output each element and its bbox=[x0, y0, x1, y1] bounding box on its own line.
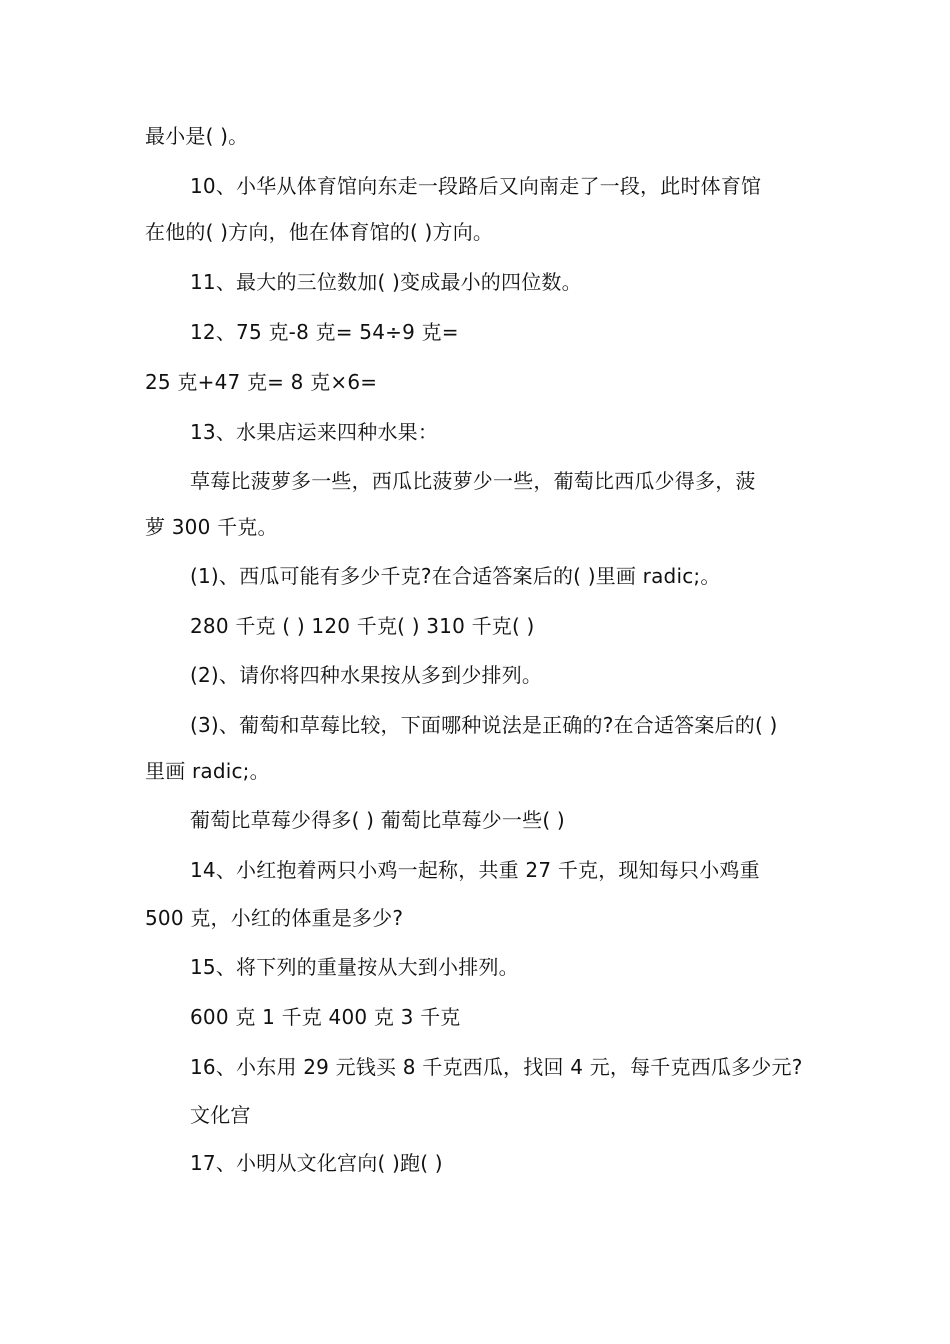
text-line: 在他的( )方向，他在体育馆的( )方向。 bbox=[145, 220, 494, 244]
text-line: 500 克，小红的体重是多少? bbox=[145, 906, 404, 930]
question-10: 10、小华从体育馆向东走一段路后又向南走了一段，此时体育馆 bbox=[190, 174, 762, 198]
answer-options: 280 千克 ( ) 120 千克( ) 310 千克( ) bbox=[190, 614, 535, 638]
text-line: 文化宫 bbox=[190, 1103, 251, 1127]
question-14: 14、小红抱着两只小鸡一起称，共重 27 千克，现知每只小鸡重 bbox=[190, 858, 760, 882]
question-11: 11、最大的三位数加( )变成最小的四位数。 bbox=[190, 270, 582, 294]
text-line: 里画 radic;。 bbox=[145, 759, 270, 783]
text-line: 25 克+47 克= 8 克×6= bbox=[145, 370, 378, 394]
question-15: 15、将下列的重量按从大到小排列。 bbox=[190, 955, 519, 979]
sub-question-2: (2)、请你将四种水果按从多到少排列。 bbox=[190, 663, 543, 687]
text-line: 萝 300 千克。 bbox=[145, 515, 278, 539]
text-line: 最小是( )。 bbox=[145, 124, 249, 148]
question-17: 17、小明从文化宫向( )跑( ) bbox=[190, 1151, 443, 1175]
answer-options: 葡萄比草莓少得多( ) 葡萄比草莓少一些( ) bbox=[190, 808, 565, 832]
question-12: 12、75 克-8 克= 54÷9 克= bbox=[190, 320, 459, 344]
question-13: 13、水果店运来四种水果： bbox=[190, 420, 439, 444]
text-line: 草莓比菠萝多一些，西瓜比菠萝少一些，葡萄比西瓜少得多，菠 bbox=[190, 469, 756, 493]
question-16: 16、小东用 29 元钱买 8 千克西瓜，找回 4 元，每千克西瓜多少元? bbox=[190, 1055, 803, 1079]
weight-list: 600 克 1 千克 400 克 3 千克 bbox=[190, 1005, 461, 1029]
sub-question-1: (1)、西瓜可能有多少千克?在合适答案后的( )里画 radic;。 bbox=[190, 564, 721, 588]
sub-question-3: (3)、葡萄和草莓比较，下面哪种说法是正确的?在合适答案后的( ) bbox=[190, 713, 778, 737]
